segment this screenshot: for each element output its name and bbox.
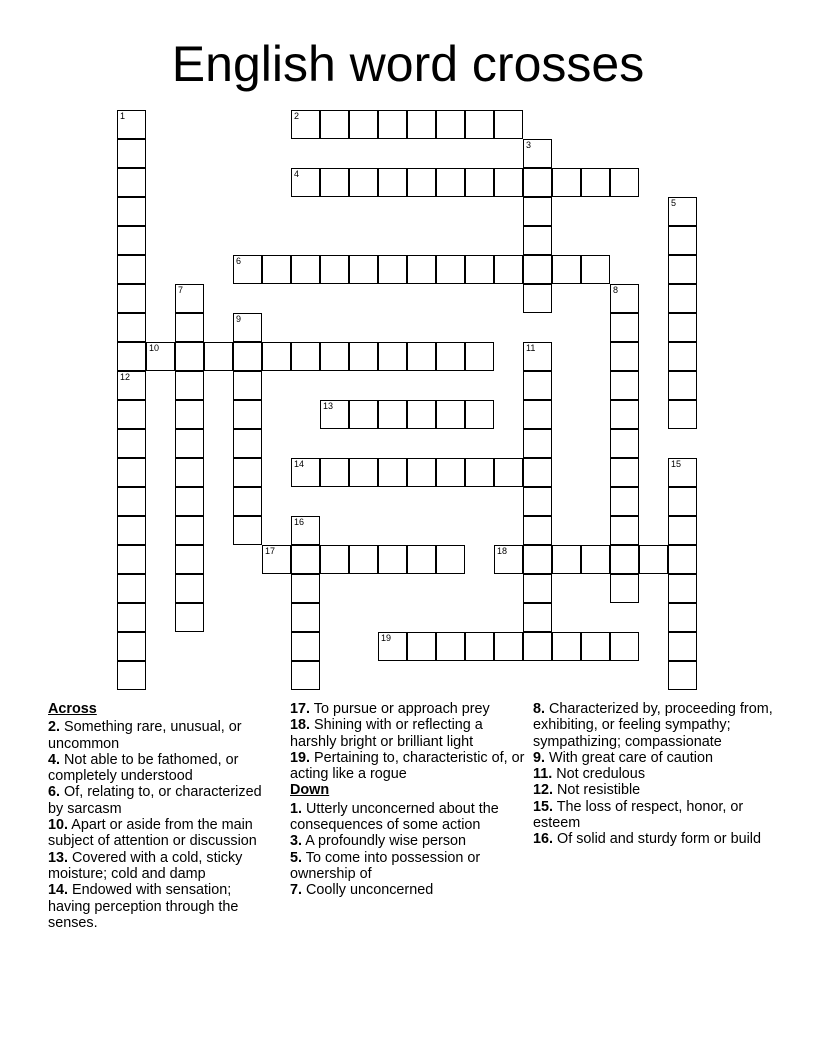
grid-cell[interactable] bbox=[668, 342, 697, 371]
clue-down-7 bbox=[290, 882, 525, 898]
clue-number: 15. bbox=[533, 798, 554, 815]
grid-cell[interactable] bbox=[668, 226, 697, 255]
grid-cell[interactable] bbox=[668, 400, 697, 429]
grid-cell[interactable] bbox=[523, 255, 552, 284]
grid-cell[interactable] bbox=[117, 661, 146, 690]
grid-cell[interactable] bbox=[523, 168, 552, 197]
clue-number: 19. bbox=[290, 749, 311, 766]
grid-cell[interactable] bbox=[523, 603, 552, 632]
grid-cell[interactable] bbox=[378, 458, 407, 487]
clue-number: 1. bbox=[290, 800, 303, 817]
clue-number: 10. bbox=[48, 817, 69, 834]
grid-cell[interactable] bbox=[668, 574, 697, 603]
grid-cell[interactable] bbox=[291, 458, 320, 487]
grid-cell[interactable] bbox=[465, 168, 494, 197]
grid-cell[interactable] bbox=[175, 458, 204, 487]
grid-cell[interactable] bbox=[668, 603, 697, 632]
grid-cell[interactable] bbox=[117, 255, 146, 284]
grid-cell[interactable] bbox=[291, 516, 320, 545]
cell-number: 12 bbox=[120, 372, 131, 382]
grid-cell[interactable] bbox=[175, 342, 204, 371]
clue-text: Endowed with sensation; having perception through the senses. bbox=[48, 882, 239, 931]
grid-cell[interactable] bbox=[175, 603, 204, 632]
grid-cell[interactable] bbox=[552, 255, 581, 284]
grid-cell[interactable] bbox=[581, 545, 610, 574]
grid-cell[interactable] bbox=[175, 313, 204, 342]
grid-cell[interactable] bbox=[610, 458, 639, 487]
clue-down-16 bbox=[533, 831, 783, 847]
grid-cell[interactable] bbox=[610, 516, 639, 545]
clue-text: Not resistible bbox=[557, 782, 641, 799]
grid-cell[interactable] bbox=[610, 371, 639, 400]
grid-cell[interactable] bbox=[668, 458, 697, 487]
grid-cell[interactable] bbox=[291, 574, 320, 603]
grid-cell[interactable] bbox=[407, 458, 436, 487]
cell-number: 1 bbox=[120, 111, 126, 121]
clue-column-3 bbox=[533, 701, 783, 848]
grid-cell[interactable] bbox=[262, 342, 291, 371]
grid-cell[interactable] bbox=[668, 313, 697, 342]
grid-cell[interactable] bbox=[523, 574, 552, 603]
cell-number: 16 bbox=[294, 517, 305, 527]
grid-cell[interactable] bbox=[581, 255, 610, 284]
grid-cell[interactable] bbox=[291, 545, 320, 574]
grid-cell[interactable] bbox=[320, 545, 349, 574]
cell-number: 11 bbox=[526, 343, 536, 353]
grid-cell[interactable] bbox=[436, 342, 465, 371]
clue-down-15 bbox=[533, 799, 783, 832]
grid-cell[interactable] bbox=[320, 168, 349, 197]
grid-cell[interactable] bbox=[262, 255, 291, 284]
grid-cell[interactable] bbox=[117, 139, 146, 168]
grid-cell[interactable] bbox=[233, 487, 262, 516]
grid-cell[interactable] bbox=[233, 371, 262, 400]
clue-number: 13. bbox=[48, 849, 69, 866]
clue-number: 4. bbox=[48, 751, 61, 768]
clue-number: 14. bbox=[48, 882, 69, 899]
grid-cell[interactable] bbox=[146, 342, 175, 371]
clue-across-10 bbox=[48, 817, 276, 850]
grid-cell[interactable] bbox=[552, 168, 581, 197]
grid-cell[interactable] bbox=[291, 110, 320, 139]
grid-cell[interactable] bbox=[117, 574, 146, 603]
cell-number: 19 bbox=[381, 633, 392, 643]
clue-down-12 bbox=[533, 782, 783, 798]
clue-text: Not able to be fathomed, or completely understood bbox=[48, 751, 239, 785]
clue-down-1 bbox=[290, 801, 525, 834]
grid-cell[interactable] bbox=[465, 400, 494, 429]
grid-cell[interactable] bbox=[523, 226, 552, 255]
grid-cell[interactable] bbox=[610, 429, 639, 458]
grid-cell[interactable] bbox=[262, 545, 291, 574]
grid-cell[interactable] bbox=[233, 429, 262, 458]
grid-cell[interactable] bbox=[378, 400, 407, 429]
grid-cell[interactable] bbox=[668, 661, 697, 690]
grid-cell[interactable] bbox=[407, 342, 436, 371]
grid-cell[interactable] bbox=[494, 458, 523, 487]
grid-cell[interactable] bbox=[117, 487, 146, 516]
clue-text: Covered with a cold, sticky moisture; cold and damp bbox=[48, 849, 243, 882]
grid-cell[interactable] bbox=[465, 632, 494, 661]
grid-cell[interactable] bbox=[291, 603, 320, 632]
grid-cell[interactable] bbox=[523, 284, 552, 313]
clue-text: Apart or aside from the main subject of attention or discussion bbox=[48, 817, 257, 850]
grid-cell[interactable] bbox=[668, 487, 697, 516]
grid-cell[interactable] bbox=[320, 400, 349, 429]
cell-number: 3 bbox=[526, 140, 532, 150]
grid-cell[interactable] bbox=[349, 458, 378, 487]
cell-number: 13 bbox=[323, 401, 334, 411]
grid-cell[interactable] bbox=[581, 632, 610, 661]
clue-across-18 bbox=[290, 717, 525, 750]
cell-number: 14 bbox=[294, 459, 305, 469]
grid-cell[interactable] bbox=[436, 400, 465, 429]
grid-cell[interactable] bbox=[610, 545, 639, 574]
grid-cell[interactable] bbox=[175, 284, 204, 313]
grid-cell[interactable] bbox=[117, 226, 146, 255]
clue-across-2 bbox=[48, 719, 276, 752]
grid-cell[interactable] bbox=[378, 110, 407, 139]
grid-cell[interactable] bbox=[320, 255, 349, 284]
clue-down-3 bbox=[290, 833, 525, 849]
grid-cell[interactable] bbox=[407, 110, 436, 139]
clue-number: 5. bbox=[290, 849, 303, 866]
grid-cell[interactable] bbox=[117, 400, 146, 429]
clue-column-2 bbox=[290, 701, 525, 899]
grid-cell[interactable] bbox=[523, 400, 552, 429]
grid-cell[interactable] bbox=[436, 255, 465, 284]
grid-cell[interactable] bbox=[523, 371, 552, 400]
grid-cell[interactable] bbox=[523, 487, 552, 516]
grid-cell[interactable] bbox=[523, 342, 552, 371]
clue-number: 17. bbox=[290, 701, 311, 717]
cell-number: 10 bbox=[149, 343, 160, 353]
grid-cell[interactable] bbox=[668, 255, 697, 284]
grid-cell[interactable] bbox=[465, 458, 494, 487]
clue-text: To come into possession or ownership of bbox=[290, 849, 481, 882]
cell-number: 15 bbox=[671, 459, 682, 469]
grid-cell[interactable] bbox=[320, 458, 349, 487]
grid-cell[interactable] bbox=[494, 545, 523, 574]
clue-across-4 bbox=[48, 752, 276, 785]
grid-cell[interactable] bbox=[494, 255, 523, 284]
grid-cell[interactable] bbox=[117, 168, 146, 197]
clue-number: 2. bbox=[48, 719, 61, 736]
clue-text: To pursue or approach prey bbox=[313, 701, 490, 717]
grid-cell[interactable] bbox=[204, 342, 233, 371]
cell-number: 8 bbox=[613, 285, 619, 295]
grid-cell[interactable] bbox=[465, 342, 494, 371]
grid-cell[interactable] bbox=[610, 574, 639, 603]
grid-cell[interactable] bbox=[639, 545, 668, 574]
grid-cell[interactable] bbox=[610, 487, 639, 516]
clue-down-11 bbox=[533, 766, 783, 782]
clue-across-6 bbox=[48, 784, 276, 817]
grid-cell[interactable] bbox=[523, 516, 552, 545]
cell-number: 4 bbox=[294, 169, 300, 179]
cell-number: 6 bbox=[236, 256, 242, 266]
grid-cell[interactable] bbox=[552, 545, 581, 574]
clue-text: Of solid and sturdy form or build bbox=[557, 831, 761, 848]
clue-text: Shining with or reflecting a harshly bright or brilliant light bbox=[290, 717, 483, 750]
grid-cell[interactable] bbox=[233, 400, 262, 429]
grid-cell[interactable] bbox=[175, 371, 204, 400]
clue-text: With great care of caution bbox=[549, 749, 713, 766]
clue-column-1 bbox=[48, 701, 276, 931]
clue-number: 9. bbox=[533, 749, 546, 766]
grid-cell[interactable] bbox=[378, 168, 407, 197]
clue-number: 16. bbox=[533, 831, 554, 848]
grid-cell[interactable] bbox=[523, 458, 552, 487]
grid-cell[interactable] bbox=[494, 110, 523, 139]
clue-text: Pertaining to, characteristic of, or acting like a rogue bbox=[290, 749, 525, 783]
grid-cell[interactable] bbox=[233, 255, 262, 284]
grid-cell[interactable] bbox=[610, 168, 639, 197]
grid-cell[interactable] bbox=[436, 110, 465, 139]
clue-number: 11. bbox=[533, 766, 553, 783]
grid-cell[interactable] bbox=[494, 632, 523, 661]
grid-cell[interactable] bbox=[523, 545, 552, 574]
clue-down-9 bbox=[533, 750, 783, 766]
grid-cell[interactable] bbox=[407, 255, 436, 284]
grid-cell[interactable] bbox=[668, 284, 697, 313]
grid-cell[interactable] bbox=[175, 574, 204, 603]
grid-cell[interactable] bbox=[349, 110, 378, 139]
grid-cell[interactable] bbox=[465, 255, 494, 284]
grid-cell[interactable] bbox=[523, 429, 552, 458]
grid-cell[interactable] bbox=[117, 545, 146, 574]
grid-cell[interactable] bbox=[523, 139, 552, 168]
grid-cell[interactable] bbox=[117, 342, 146, 371]
grid-cell[interactable] bbox=[117, 197, 146, 226]
clue-across-17 bbox=[290, 701, 525, 717]
clue-text: Coolly unconcerned bbox=[306, 882, 434, 899]
grid-cell[interactable] bbox=[175, 545, 204, 574]
grid-cell[interactable] bbox=[117, 603, 146, 632]
clue-across-14 bbox=[48, 882, 276, 931]
grid-cell[interactable] bbox=[291, 168, 320, 197]
grid-cell[interactable] bbox=[610, 284, 639, 313]
clue-text: Utterly unconcerned about the consequences of some action bbox=[290, 800, 499, 834]
cell-number: 7 bbox=[178, 285, 184, 295]
grid-cell[interactable] bbox=[378, 342, 407, 371]
grid-cell[interactable] bbox=[349, 342, 378, 371]
clue-number: 6. bbox=[48, 784, 61, 801]
page-title: English word crosses bbox=[171, 36, 645, 92]
grid-cell[interactable] bbox=[378, 545, 407, 574]
grid-cell[interactable] bbox=[494, 168, 523, 197]
grid-cell[interactable] bbox=[378, 255, 407, 284]
grid-cell[interactable] bbox=[233, 313, 262, 342]
grid-cell[interactable] bbox=[581, 168, 610, 197]
grid-cell[interactable] bbox=[349, 168, 378, 197]
clue-text: The loss of respect, honor, or esteem bbox=[533, 798, 744, 832]
clue-number: 18. bbox=[290, 717, 311, 734]
grid-cell[interactable] bbox=[117, 429, 146, 458]
grid-cell[interactable] bbox=[320, 110, 349, 139]
grid-cell[interactable] bbox=[465, 110, 494, 139]
grid-cell[interactable] bbox=[233, 458, 262, 487]
cell-number: 5 bbox=[671, 198, 677, 208]
clue-down-8 bbox=[533, 701, 783, 750]
down-heading: Down bbox=[290, 782, 330, 799]
cell-number: 9 bbox=[236, 314, 242, 324]
grid-cell[interactable] bbox=[436, 458, 465, 487]
grid-cell[interactable] bbox=[523, 632, 552, 661]
across-heading: Across bbox=[48, 701, 97, 717]
grid-cell[interactable] bbox=[117, 110, 146, 139]
clue-number: 8. bbox=[533, 701, 546, 717]
grid-cell[interactable] bbox=[175, 487, 204, 516]
clue-across-13 bbox=[48, 850, 276, 883]
grid-cell[interactable] bbox=[407, 545, 436, 574]
grid-cell[interactable] bbox=[117, 284, 146, 313]
clue-text: Characterized by, proceeding from, exhibiting, or feeling sympathy; sympathizing; compassionate bbox=[533, 701, 773, 750]
grid-cell[interactable] bbox=[175, 400, 204, 429]
grid-cell[interactable] bbox=[291, 342, 320, 371]
grid-cell[interactable] bbox=[407, 400, 436, 429]
clue-text: Something rare, unusual, or uncommon bbox=[48, 719, 242, 752]
cell-number: 2 bbox=[294, 111, 300, 121]
clue-across-19 bbox=[290, 750, 525, 783]
grid-cell[interactable] bbox=[117, 632, 146, 661]
grid-cell[interactable] bbox=[117, 313, 146, 342]
grid-cell[interactable] bbox=[668, 545, 697, 574]
grid-cell[interactable] bbox=[233, 516, 262, 545]
grid-cell[interactable] bbox=[117, 516, 146, 545]
grid-cell[interactable] bbox=[610, 313, 639, 342]
grid-cell[interactable] bbox=[117, 371, 146, 400]
grid-cell[interactable] bbox=[668, 371, 697, 400]
grid-cell[interactable] bbox=[349, 545, 378, 574]
clue-number: 3. bbox=[290, 833, 303, 850]
grid-cell[interactable] bbox=[668, 632, 697, 661]
grid-cell[interactable] bbox=[668, 197, 697, 226]
clue-number: 7. bbox=[290, 882, 303, 899]
grid-cell[interactable] bbox=[291, 632, 320, 661]
clue-number: 12. bbox=[533, 782, 554, 799]
grid-cell[interactable] bbox=[175, 516, 204, 545]
clue-text: Of, relating to, or characterized by sarcasm bbox=[48, 784, 262, 817]
grid-cell[interactable] bbox=[349, 255, 378, 284]
grid-cell[interactable] bbox=[436, 168, 465, 197]
grid-cell[interactable] bbox=[320, 342, 349, 371]
clue-text: Not credulous bbox=[556, 766, 646, 783]
grid-cell[interactable] bbox=[175, 429, 204, 458]
clue-text: A profoundly wise person bbox=[305, 833, 467, 850]
grid-cell[interactable] bbox=[378, 632, 407, 661]
grid-cell[interactable] bbox=[610, 400, 639, 429]
grid-cell[interactable] bbox=[523, 197, 552, 226]
clue-down-5 bbox=[290, 850, 525, 883]
cell-number: 18 bbox=[497, 546, 508, 556]
grid-cell[interactable] bbox=[349, 400, 378, 429]
cell-number: 17 bbox=[265, 546, 276, 556]
grid-cell[interactable] bbox=[407, 632, 436, 661]
grid-cell[interactable] bbox=[610, 632, 639, 661]
grid-cell[interactable] bbox=[436, 545, 465, 574]
grid-cell[interactable] bbox=[610, 342, 639, 371]
grid-cell[interactable] bbox=[291, 255, 320, 284]
grid-cell[interactable] bbox=[117, 458, 146, 487]
grid-cell[interactable] bbox=[668, 516, 697, 545]
grid-cell[interactable] bbox=[233, 342, 262, 371]
grid-cell[interactable] bbox=[552, 632, 581, 661]
grid-cell[interactable] bbox=[291, 661, 320, 690]
grid-cell[interactable] bbox=[436, 632, 465, 661]
grid-cell[interactable] bbox=[407, 168, 436, 197]
